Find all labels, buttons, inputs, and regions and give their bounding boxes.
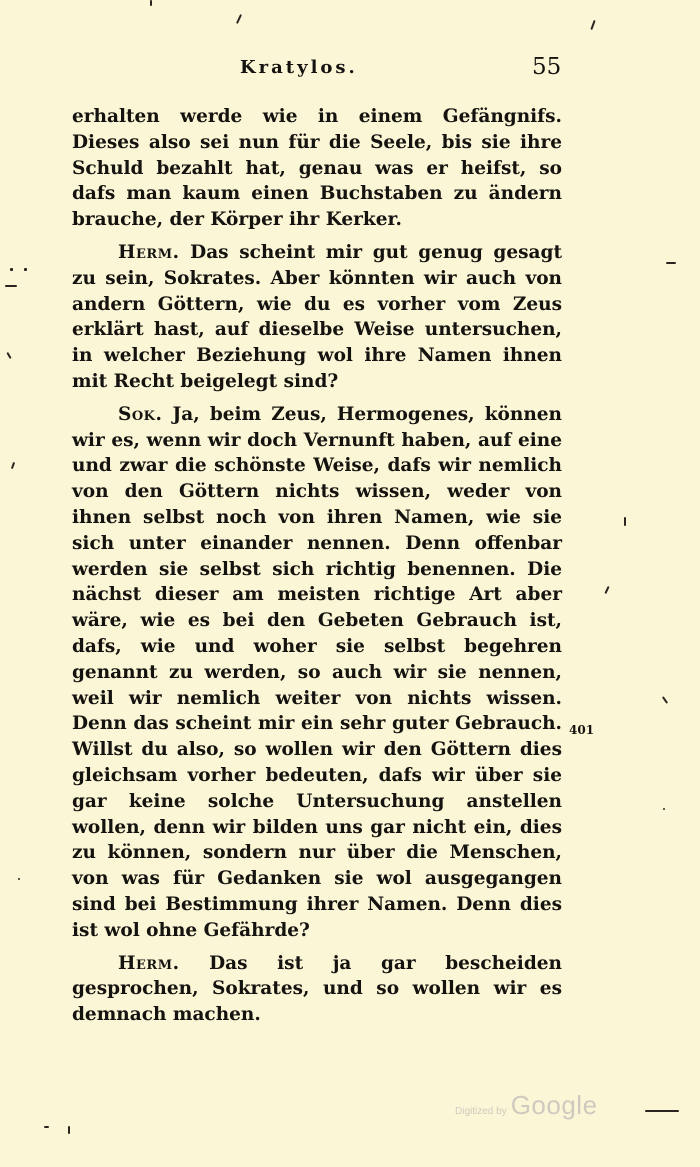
paragraph-3 — [72, 402, 562, 944]
scan-speck — [10, 268, 13, 271]
scan-speck — [590, 20, 595, 30]
page-number: 55 — [532, 54, 562, 80]
speaker-label: Sok. — [118, 403, 163, 425]
scan-speck — [624, 517, 626, 526]
paragraph-text: erhalten werde wie in einem Gefängnifs. Dieses also sei nun für die Seele, bis sie ihre Schuld bezahlt hat, genau was er heifst, so dafs man kaum einen Buchstaben zu ändern brauche, der Körper ihr Kerker. — [72, 106, 562, 231]
paragraph-text: Ja, beim Zeus, Hermogenes, können wir es, wenn wir doch Vernunft haben, auf eine und zwar die schönste Weise, dafs wir nemlich von den Göttern nichts wissen, weder von ihnen selbst noch von ihren Namen, wie sie sich unter einander nennen. Denn offenbar werden sie selbst sich richtig benennen. Die nächst dieser am meisten richtige Art aber wäre, wie es bei den Gebeten Gebrauch ist, dafs, wie und woher sie selbst begehren genannt zu werden, so auch wir sie nennen, weil wir nemlich weiter von nichts wissen. Denn das scheint mir ein sehr guter Gebrauch. Willst du also, so wollen wir den Göttern dies gleichsam vorher bedeuten, dafs wir über sie gar keine solche Untersuchung anstellen wollen, denn wir bilden uns gar nicht ein, dies zu können, sondern nur über die Menschen, von was für Gedanken sie wol ausgegangen sind bei Bestimmung ihrer Namen. Denn dies ist wol ohne Gefährde? — [72, 403, 562, 941]
paragraph-1 — [72, 104, 562, 233]
paragraph-2 — [72, 240, 562, 395]
paragraph-text: Das ist ja gar bescheiden gesprochen, Sokrates, und so wollen wir es demnach machen. — [72, 952, 562, 1026]
margin-page-reference: 401 — [569, 723, 595, 737]
paragraph-text: Das scheint mir gut genug gesagt zu sein, Sokrates. Aber könnten wir auch von andern Göttern, wie du es vorher vom Zeus erklärt hast, auf dieselbe Weise untersuchen, in welcher Beziehung wol ihre Namen ihnen mit Recht beigelegt sind? — [72, 241, 562, 392]
scan-speck — [236, 14, 242, 24]
watermark-prefix: Digitized by — [455, 1106, 507, 1117]
scan-speck — [604, 586, 609, 594]
scan-speck — [150, 0, 152, 6]
scan-speck — [662, 696, 668, 704]
speaker-label: Herm. — [118, 241, 180, 263]
body-text — [72, 104, 562, 1028]
scan-speck — [6, 352, 11, 359]
scan-speck — [44, 1126, 49, 1128]
scan-speck — [18, 878, 20, 880]
paragraph-4 — [72, 951, 562, 1028]
running-title: Kratylos. — [240, 57, 358, 78]
scan-speck — [663, 808, 665, 810]
scan-speck — [645, 1110, 679, 1112]
scan-speck — [666, 262, 676, 264]
scan-speck — [24, 268, 27, 271]
scan-speck — [11, 462, 15, 469]
digitized-watermark — [455, 1090, 598, 1121]
google-logo: Google — [510, 1090, 598, 1120]
speaker-label: Herm. — [118, 952, 180, 974]
scan-speck — [68, 1126, 70, 1134]
scan-speck — [5, 285, 17, 287]
